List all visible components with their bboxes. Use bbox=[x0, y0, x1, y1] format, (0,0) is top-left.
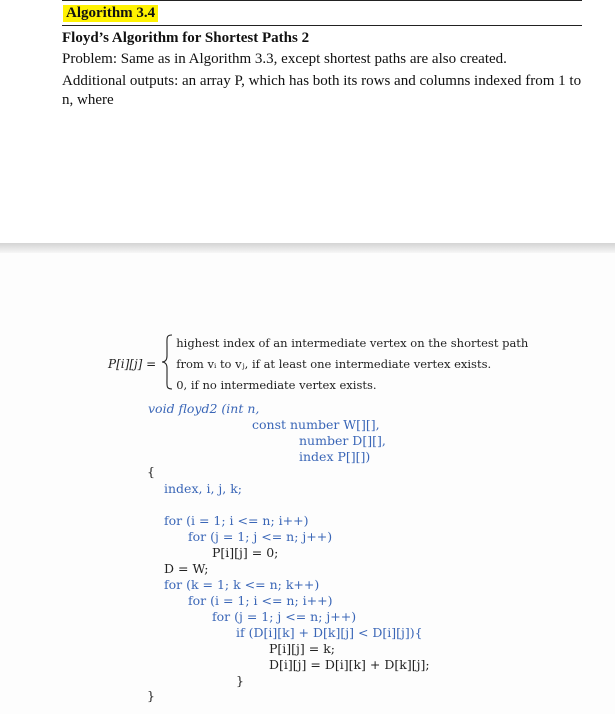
code-line-1: void floyd2 (int n, bbox=[148, 401, 260, 416]
code-line-17: } bbox=[236, 673, 244, 688]
p-definition bbox=[108, 334, 528, 394]
code-line-9: P[i][j] = 0; bbox=[212, 545, 279, 560]
code-line-10: D = W; bbox=[164, 561, 209, 576]
code-line-7: for (i = 1; i <= n; i++) bbox=[164, 513, 309, 528]
code-line-8: for (j = 1; j <= n; j++) bbox=[188, 529, 333, 544]
code-line-2: const number W[][], bbox=[252, 417, 380, 432]
code-line-18: } bbox=[147, 688, 155, 703]
code-line-4: index P[][]) bbox=[299, 449, 371, 464]
code-line-14: if (D[i][k] + D[k][j] < D[i][j]){ bbox=[236, 625, 423, 640]
algorithm-title: Floyd’s Algorithm for Shortest Paths 2 bbox=[62, 30, 310, 46]
code-line-16: D[i][j] = D[i][k] + D[k][j]; bbox=[269, 657, 430, 672]
code-line-5: { bbox=[147, 464, 155, 479]
code-line-11: for (k = 1; k <= n; k++) bbox=[164, 577, 320, 592]
code-line-12: for (i = 1; i <= n; i++) bbox=[188, 593, 333, 608]
code-line-15: P[i][j] = k; bbox=[269, 641, 335, 656]
algorithm-header bbox=[62, 0, 582, 110]
code-line-13: for (j = 1; j <= n; j++) bbox=[212, 609, 357, 624]
case-line-1: highest index of an intermediate vertex on the shortest path bbox=[176, 336, 529, 350]
p-definition-cases bbox=[174, 334, 528, 394]
page-divider bbox=[0, 243, 615, 253]
problem-statement: Problem: Same as in Algorithm 3.3, except shortest paths are also created. bbox=[62, 51, 507, 67]
outputs-statement: Additional outputs: an array P, which has both its rows and columns indexed from 1 to n, where bbox=[62, 73, 582, 108]
case-line-2: from vᵢ to vⱼ, if at least one intermediate vertex exists. bbox=[176, 357, 492, 371]
scanned-page bbox=[0, 253, 615, 714]
algorithm-label: Algorithm 3.4 bbox=[63, 5, 158, 22]
left-brace-icon bbox=[160, 334, 174, 390]
case-line-3: 0, if no intermediate vertex exists. bbox=[176, 378, 377, 392]
code-line-6: index, i, j, k; bbox=[164, 481, 242, 496]
p-definition-lhs: P[i][j] = bbox=[108, 357, 157, 371]
algorithm-label-row bbox=[62, 0, 582, 26]
code-line-3: number D[][], bbox=[299, 433, 386, 448]
